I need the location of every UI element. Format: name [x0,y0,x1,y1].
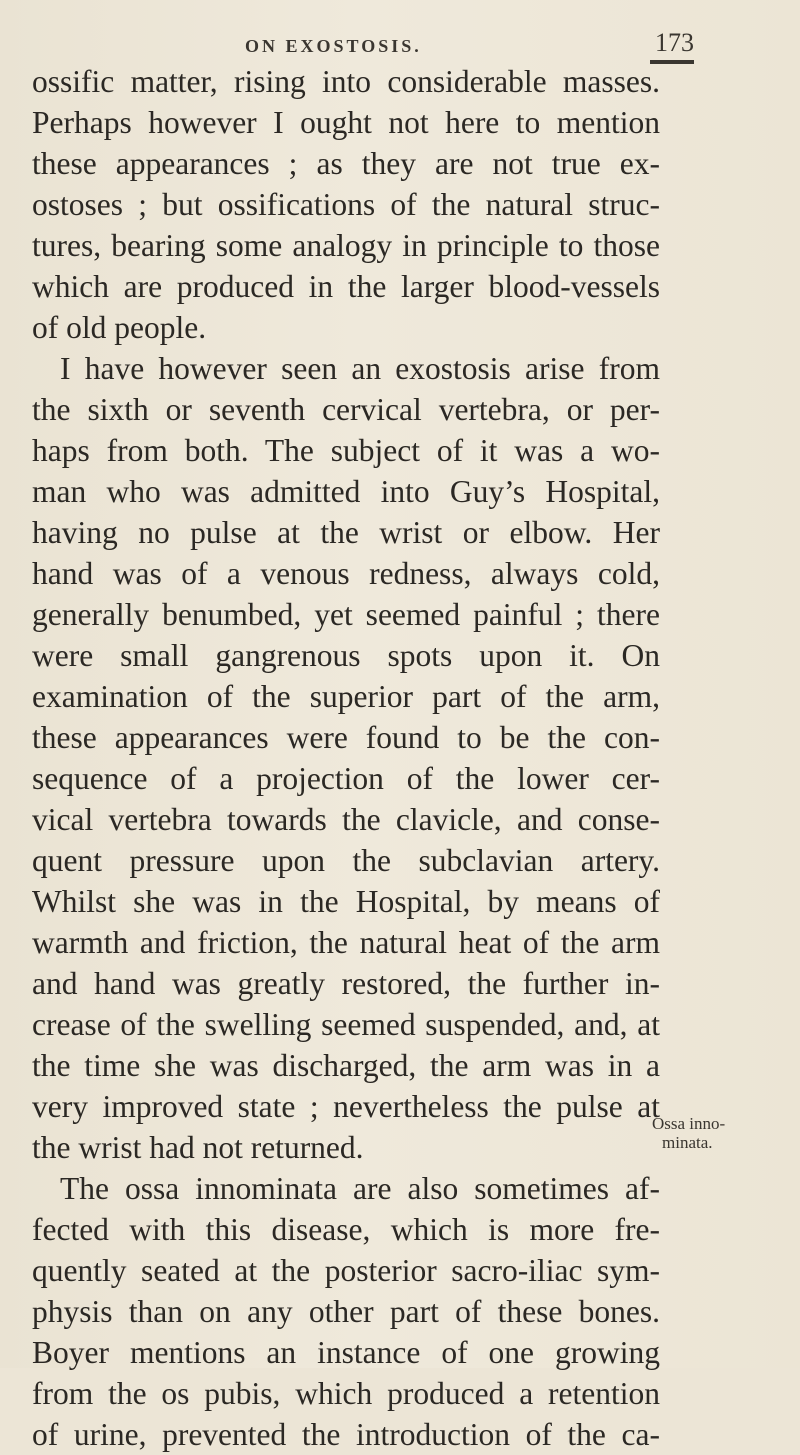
text-line-29: fected with this disease, which is more fre- [32,1212,660,1247]
text-line-6: which are produced in the larger blood-vessels [32,269,660,304]
text-line-17: these appearances were found to be the con- [32,720,660,755]
text-line-18: sequence of a projection of the lower cer- [32,761,660,796]
margin-note [652,1114,725,1152]
text-line-7: of old people. [32,310,207,345]
text-line-1: ossific matter, rising into considerable masses. [32,64,660,99]
text-line-24: crease of the swelling seemed suspended, and, at [32,1007,660,1042]
text-line-12: having no pulse at the wrist or elbow. Her [32,515,660,550]
text-line-13: hand was of a venous redness, always cold, [32,556,660,591]
margin-note-line-2: minata. [662,1133,713,1152]
text-line-31: physis than on any other part of these bones. [32,1294,660,1329]
text-line-30: quently seated at the posterior sacro-iliac sym- [32,1253,660,1288]
text-line-14: generally benumbed, yet seemed painful ; there [32,597,660,632]
text-line-26: very improved state ; nevertheless the pulse at [32,1089,660,1124]
text-line-4: ostoses ; but ossifications of the natural struc- [32,187,660,222]
text-line-23: and hand was greatly restored, the further in- [32,966,660,1001]
text-line-21: Whilst she was in the Hospital, by means of [32,884,660,919]
text-line-10: haps from both. The subject of it was a wo- [32,433,660,468]
text-line-5: tures, bearing some analogy in principle to those [32,228,660,263]
page-number: 173 [655,28,694,57]
text-line-27: the wrist had not returned. [32,1130,364,1165]
text-line-25: the time she was discharged, the arm was in a [32,1048,660,1083]
text-line-28: The ossa innominata are also sometimes af- [60,1171,660,1206]
text-line-19: vical vertebra towards the clavicle, and conse- [32,802,660,837]
text-line-22: warmth and friction, the natural heat of the arm [32,925,660,960]
text-line-15: were small gangrenous spots upon it. On [32,638,660,673]
running-head: ON EXOSTOSIS. [245,36,422,56]
text-line-9: the sixth or seventh cervical vertebra, or per- [32,392,660,427]
text-line-16: examination of the superior part of the arm, [32,679,660,714]
text-line-2: Perhaps however I ought not here to mention [32,105,660,140]
text-line-8: I have however seen an exostosis arise from [60,351,660,386]
text-line-20: quent pressure upon the subclavian artery. [32,843,660,878]
text-line-11: man who was admitted into Guy’s Hospital, [32,474,660,509]
text-line-3: these appearances ; as they are not true ex- [32,146,660,181]
text-line-34: of urine, prevented the introduction of the ca- [32,1417,660,1452]
text-line-33: from the os pubis, which produced a retention [32,1376,660,1411]
text-line-32: Boyer mentions an instance of one growing [32,1335,660,1370]
margin-note-line-1: Ossa inno- [652,1114,726,1133]
